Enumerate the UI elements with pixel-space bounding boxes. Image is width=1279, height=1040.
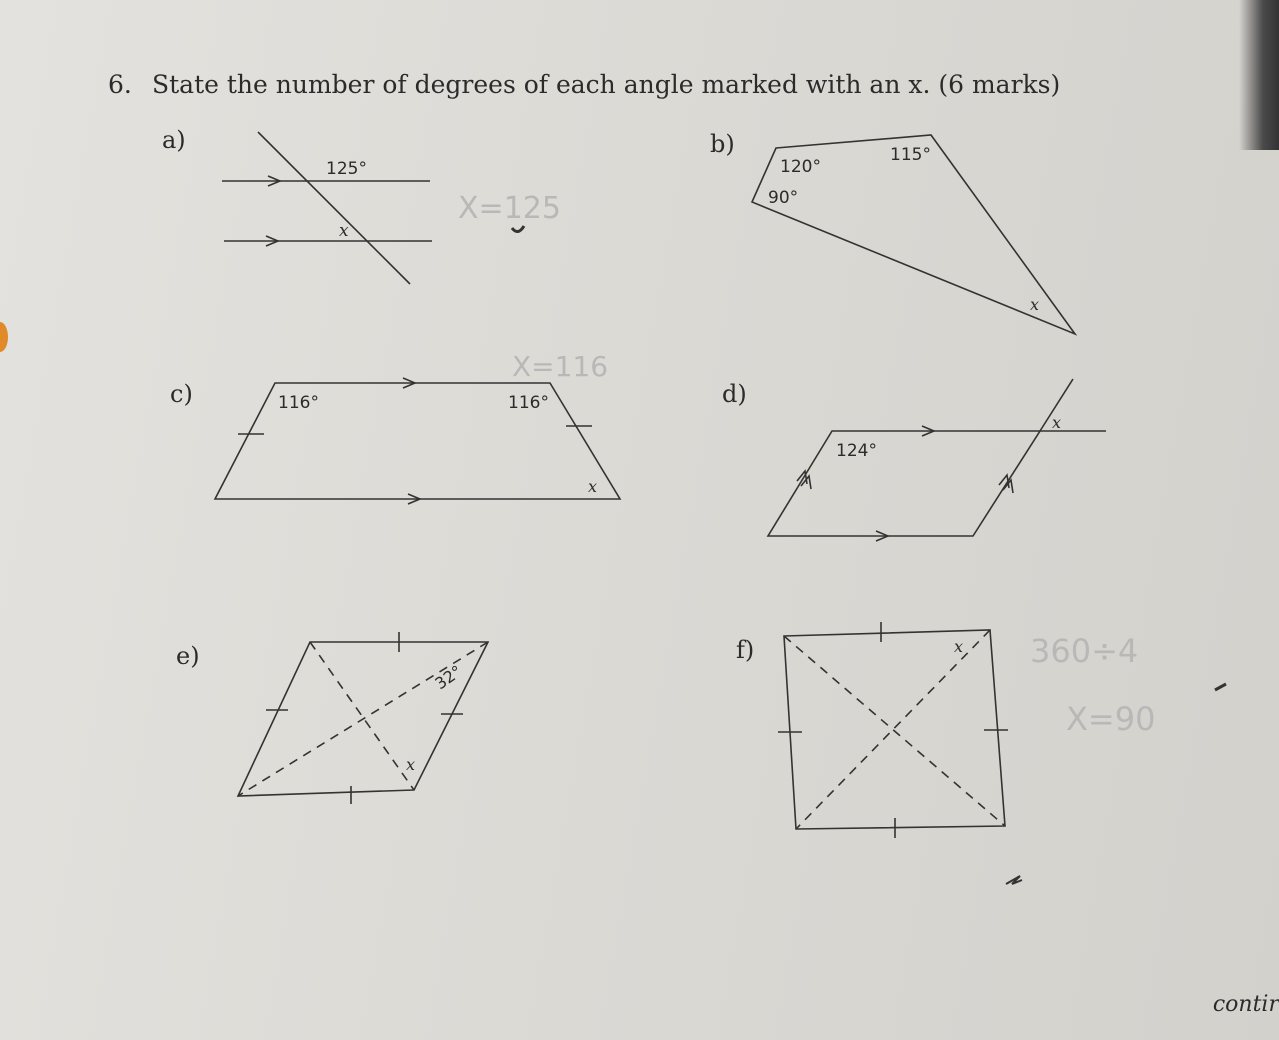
diagonal-dashed — [796, 630, 990, 829]
unknown-angle-x: x — [406, 755, 416, 774]
pen-mark — [1006, 876, 1022, 884]
handwritten-answer-c: X=116 — [512, 350, 609, 383]
angle-label-90: 90° — [768, 188, 799, 208]
unknown-angle-x: x — [1052, 413, 1062, 432]
part-c-label: c) — [170, 380, 193, 408]
angle-label-120: 120° — [780, 157, 821, 177]
part-f-label: f) — [736, 636, 755, 664]
handwritten-work-f: 360÷4 — [1030, 632, 1139, 670]
angle-label-116-right: 116° — [508, 393, 549, 413]
trapezoid — [215, 383, 620, 499]
question-number: 6. — [108, 70, 132, 99]
figure-f — [778, 622, 1008, 838]
angle-label-124: 124° — [836, 441, 877, 461]
figure-c — [215, 378, 620, 504]
handwritten-answer-f: X=90 — [1066, 700, 1156, 738]
square — [784, 630, 1005, 829]
check-mark-icon — [512, 226, 524, 232]
figure-b — [752, 135, 1075, 334]
diagonal-dashed — [784, 636, 1005, 826]
question-text: State the number of degrees of each angle marked with an x. (6 marks) — [152, 70, 1061, 99]
angle-label-116-left: 116° — [278, 393, 319, 413]
pen-mark — [1215, 684, 1226, 690]
figure-d — [768, 379, 1106, 541]
angle-label-32: 32° — [431, 661, 466, 694]
diagonal-dashed — [310, 642, 414, 790]
unknown-angle-x: x — [1030, 295, 1040, 314]
transversal-line — [258, 132, 410, 284]
angle-label-125: 125° — [326, 159, 367, 179]
angle-label-115: 115° — [890, 145, 931, 165]
part-b-label: b) — [710, 130, 735, 158]
part-d-label: d) — [722, 380, 747, 408]
part-e-label: e) — [176, 642, 200, 670]
continue-note: contir — [1212, 992, 1279, 1017]
part-a-label: a) — [162, 126, 186, 154]
figure-e — [238, 632, 488, 804]
unknown-angle-x: x — [339, 221, 349, 241]
figure-a — [222, 132, 432, 284]
unknown-angle-x: x — [954, 637, 964, 656]
handwritten-answer-a: X=125 — [458, 191, 561, 226]
unknown-angle-x: x — [588, 477, 598, 496]
